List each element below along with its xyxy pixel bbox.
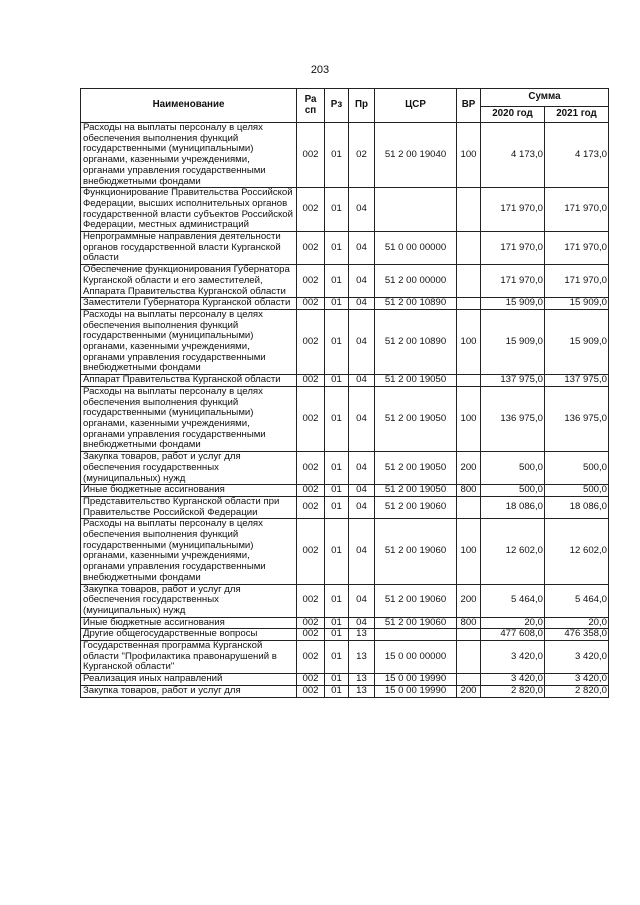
cell-name: Закупка товаров, работ и услуг для обеспечения государственных (муниципальных) нужд bbox=[81, 452, 297, 485]
cell-csr: 51 2 00 19060 bbox=[375, 496, 457, 518]
cell-sum-2021: 171 970,0 bbox=[545, 265, 609, 298]
cell-rasp: 002 bbox=[297, 188, 325, 232]
header-vr: ВР bbox=[457, 89, 481, 123]
cell-csr: 51 2 00 19060 bbox=[375, 617, 457, 629]
cell-vr bbox=[457, 674, 481, 686]
cell-pr: 13 bbox=[349, 629, 375, 641]
cell-vr: 100 bbox=[457, 519, 481, 584]
cell-sum-2020: 2 820,0 bbox=[481, 685, 545, 697]
cell-rasp: 002 bbox=[297, 617, 325, 629]
cell-sum-2020: 5 464,0 bbox=[481, 584, 545, 617]
cell-csr: 51 2 00 19050 bbox=[375, 452, 457, 485]
cell-sum-2021: 3 420,0 bbox=[545, 641, 609, 674]
header-sum: Сумма bbox=[481, 89, 609, 107]
cell-name: Функционирование Правительства Российской Федерации, высших исполнительных органов государственной власти субъектов Российской Федерации, местных администраций bbox=[81, 188, 297, 232]
table-row bbox=[81, 309, 609, 374]
cell-rz: 01 bbox=[325, 496, 349, 518]
cell-rz: 01 bbox=[325, 485, 349, 497]
cell-rasp: 002 bbox=[297, 232, 325, 265]
cell-rz: 01 bbox=[325, 685, 349, 697]
header-rz: Рз bbox=[325, 89, 349, 123]
cell-rasp: 002 bbox=[297, 641, 325, 674]
header-year-2021: 2021 год bbox=[545, 107, 609, 123]
cell-rz: 01 bbox=[325, 298, 349, 310]
cell-rasp: 002 bbox=[297, 674, 325, 686]
table-row bbox=[81, 265, 609, 298]
cell-sum-2021: 137 975,0 bbox=[545, 375, 609, 387]
table-row bbox=[81, 232, 609, 265]
cell-sum-2021: 476 358,0 bbox=[545, 629, 609, 641]
cell-vr bbox=[457, 232, 481, 265]
cell-name: Представительство Курганской области при Правительстве Российской Федерации bbox=[81, 496, 297, 518]
cell-sum-2020: 3 420,0 bbox=[481, 674, 545, 686]
header-pr: Пр bbox=[349, 89, 375, 123]
cell-rasp: 002 bbox=[297, 584, 325, 617]
cell-vr: 800 bbox=[457, 617, 481, 629]
cell-sum-2020: 20,0 bbox=[481, 617, 545, 629]
cell-sum-2020: 3 420,0 bbox=[481, 641, 545, 674]
cell-pr: 13 bbox=[349, 674, 375, 686]
cell-sum-2020: 137 975,0 bbox=[481, 375, 545, 387]
cell-name: Закупка товаров, работ и услуг для bbox=[81, 685, 297, 697]
cell-rz: 01 bbox=[325, 584, 349, 617]
cell-vr: 100 bbox=[457, 123, 481, 188]
cell-rz: 01 bbox=[325, 123, 349, 188]
budget-table-body bbox=[81, 123, 609, 698]
cell-vr: 100 bbox=[457, 309, 481, 374]
cell-sum-2021: 500,0 bbox=[545, 452, 609, 485]
cell-pr: 02 bbox=[349, 123, 375, 188]
table-row bbox=[81, 641, 609, 674]
cell-sum-2021: 171 970,0 bbox=[545, 232, 609, 265]
table-row bbox=[81, 617, 609, 629]
cell-rasp: 002 bbox=[297, 386, 325, 451]
cell-sum-2021: 171 970,0 bbox=[545, 188, 609, 232]
cell-csr: 15 0 00 19990 bbox=[375, 685, 457, 697]
cell-vr: 800 bbox=[457, 485, 481, 497]
cell-rasp: 002 bbox=[297, 496, 325, 518]
cell-name: Иные бюджетные ассигнования bbox=[81, 485, 297, 497]
header-year-2020: 2020 год bbox=[481, 107, 545, 123]
cell-sum-2021: 4 173,0 bbox=[545, 123, 609, 188]
cell-name: Обеспечение функционирования Губернатора Курганской области и его заместителей, Аппарата Правительства Курганской области bbox=[81, 265, 297, 298]
cell-name: Расходы на выплаты персоналу в целях обеспечения выполнения функций государственными (муниципальными) органами, казенными учреждениями, органами управления государственными внебюджетными фондами bbox=[81, 386, 297, 451]
cell-pr: 04 bbox=[349, 386, 375, 451]
cell-rasp: 002 bbox=[297, 265, 325, 298]
cell-vr bbox=[457, 629, 481, 641]
cell-sum-2021: 5 464,0 bbox=[545, 584, 609, 617]
cell-csr: 51 2 00 19050 bbox=[375, 485, 457, 497]
cell-vr: 200 bbox=[457, 584, 481, 617]
cell-rz: 01 bbox=[325, 309, 349, 374]
cell-csr: 51 2 00 19050 bbox=[375, 375, 457, 387]
cell-vr: 200 bbox=[457, 685, 481, 697]
cell-sum-2020: 500,0 bbox=[481, 485, 545, 497]
cell-name: Закупка товаров, работ и услуг для обеспечения государственных (муниципальных) нужд bbox=[81, 584, 297, 617]
cell-name: Реализация иных направлений bbox=[81, 674, 297, 686]
cell-csr: 15 0 00 00000 bbox=[375, 641, 457, 674]
cell-pr: 13 bbox=[349, 685, 375, 697]
cell-csr bbox=[375, 188, 457, 232]
cell-sum-2020: 15 909,0 bbox=[481, 298, 545, 310]
cell-rz: 01 bbox=[325, 386, 349, 451]
cell-rasp: 002 bbox=[297, 309, 325, 374]
cell-csr: 51 2 00 19050 bbox=[375, 386, 457, 451]
cell-sum-2021: 3 420,0 bbox=[545, 674, 609, 686]
cell-rasp: 002 bbox=[297, 485, 325, 497]
cell-csr: 51 2 00 19060 bbox=[375, 584, 457, 617]
cell-pr: 04 bbox=[349, 188, 375, 232]
cell-rz: 01 bbox=[325, 629, 349, 641]
cell-pr: 04 bbox=[349, 375, 375, 387]
cell-rz: 01 bbox=[325, 452, 349, 485]
budget-table bbox=[80, 88, 609, 698]
cell-rasp: 002 bbox=[297, 298, 325, 310]
cell-csr: 51 2 00 10890 bbox=[375, 309, 457, 374]
header-csr: ЦСР bbox=[375, 89, 457, 123]
cell-sum-2021: 2 820,0 bbox=[545, 685, 609, 697]
cell-sum-2020: 15 909,0 bbox=[481, 309, 545, 374]
cell-rz: 01 bbox=[325, 641, 349, 674]
cell-pr: 04 bbox=[349, 617, 375, 629]
cell-sum-2020: 477 608,0 bbox=[481, 629, 545, 641]
cell-name: Заместители Губернатора Курганской области bbox=[81, 298, 297, 310]
table-row bbox=[81, 386, 609, 451]
cell-name: Расходы на выплаты персоналу в целях обеспечения выполнения функций государственными (муниципальными) органами, казенными учреждениями, органами управления государственными внебюджетными фондами bbox=[81, 123, 297, 188]
cell-sum-2020: 136 975,0 bbox=[481, 386, 545, 451]
cell-sum-2020: 171 970,0 bbox=[481, 232, 545, 265]
cell-sum-2020: 171 970,0 bbox=[481, 265, 545, 298]
cell-rz: 01 bbox=[325, 375, 349, 387]
cell-rz: 01 bbox=[325, 188, 349, 232]
cell-csr: 51 0 00 00000 bbox=[375, 232, 457, 265]
cell-rz: 01 bbox=[325, 674, 349, 686]
cell-pr: 04 bbox=[349, 232, 375, 265]
cell-rasp: 002 bbox=[297, 452, 325, 485]
cell-pr: 04 bbox=[349, 519, 375, 584]
cell-vr: 100 bbox=[457, 386, 481, 451]
cell-pr: 04 bbox=[349, 298, 375, 310]
page-number: 203 bbox=[310, 64, 330, 76]
table-row bbox=[81, 188, 609, 232]
cell-name: Другие общегосударственные вопросы bbox=[81, 629, 297, 641]
cell-name: Государственная программа Курганской области "Профилактика правонарушений в Курганской области" bbox=[81, 641, 297, 674]
cell-sum-2021: 12 602,0 bbox=[545, 519, 609, 584]
cell-pr: 04 bbox=[349, 584, 375, 617]
header-rasp: Ра сп bbox=[297, 89, 325, 123]
cell-sum-2020: 4 173,0 bbox=[481, 123, 545, 188]
cell-sum-2021: 20,0 bbox=[545, 617, 609, 629]
cell-csr: 15 0 00 19990 bbox=[375, 674, 457, 686]
cell-rasp: 002 bbox=[297, 685, 325, 697]
cell-pr: 04 bbox=[349, 496, 375, 518]
cell-rz: 01 bbox=[325, 232, 349, 265]
table-row bbox=[81, 123, 609, 188]
cell-sum-2021: 18 086,0 bbox=[545, 496, 609, 518]
table-row bbox=[81, 375, 609, 387]
cell-sum-2020: 500,0 bbox=[481, 452, 545, 485]
cell-rasp: 002 bbox=[297, 123, 325, 188]
cell-name: Аппарат Правительства Курганской области bbox=[81, 375, 297, 387]
cell-sum-2020: 18 086,0 bbox=[481, 496, 545, 518]
cell-pr: 04 bbox=[349, 485, 375, 497]
cell-sum-2021: 15 909,0 bbox=[545, 298, 609, 310]
cell-vr bbox=[457, 496, 481, 518]
cell-rasp: 002 bbox=[297, 519, 325, 584]
cell-sum-2021: 136 975,0 bbox=[545, 386, 609, 451]
cell-sum-2021: 15 909,0 bbox=[545, 309, 609, 374]
table-row bbox=[81, 485, 609, 497]
cell-sum-2021: 500,0 bbox=[545, 485, 609, 497]
cell-vr bbox=[457, 265, 481, 298]
cell-sum-2020: 12 602,0 bbox=[481, 519, 545, 584]
cell-pr: 04 bbox=[349, 309, 375, 374]
cell-vr bbox=[457, 641, 481, 674]
cell-vr bbox=[457, 188, 481, 232]
cell-vr bbox=[457, 298, 481, 310]
cell-sum-2020: 171 970,0 bbox=[481, 188, 545, 232]
cell-rz: 01 bbox=[325, 617, 349, 629]
table-row bbox=[81, 629, 609, 641]
cell-vr: 200 bbox=[457, 452, 481, 485]
cell-vr bbox=[457, 375, 481, 387]
table-row bbox=[81, 298, 609, 310]
cell-csr: 51 2 00 19060 bbox=[375, 519, 457, 584]
cell-rz: 01 bbox=[325, 519, 349, 584]
table-row bbox=[81, 584, 609, 617]
cell-pr: 13 bbox=[349, 641, 375, 674]
cell-name: Расходы на выплаты персоналу в целях обеспечения выполнения функций государственными (муниципальными) органами, казенными учреждениями, органами управления государственными внебюджетными фондами bbox=[81, 519, 297, 584]
table-row bbox=[81, 452, 609, 485]
cell-name: Непрограммные направления деятельности органов государственной власти Курганской области bbox=[81, 232, 297, 265]
cell-name: Расходы на выплаты персоналу в целях обеспечения выполнения функций государственными (муниципальными) органами, казенными учреждениями, органами управления государственными внебюджетными фондами bbox=[81, 309, 297, 374]
cell-csr: 51 2 00 19040 bbox=[375, 123, 457, 188]
cell-csr: 51 2 00 00000 bbox=[375, 265, 457, 298]
cell-pr: 04 bbox=[349, 265, 375, 298]
cell-rasp: 002 bbox=[297, 629, 325, 641]
cell-name: Иные бюджетные ассигнования bbox=[81, 617, 297, 629]
header-name: Наименование bbox=[81, 89, 297, 123]
cell-pr: 04 bbox=[349, 452, 375, 485]
cell-rz: 01 bbox=[325, 265, 349, 298]
table-row bbox=[81, 674, 609, 686]
cell-rasp: 002 bbox=[297, 375, 325, 387]
table-row bbox=[81, 519, 609, 584]
cell-csr: 51 2 00 10890 bbox=[375, 298, 457, 310]
table-row bbox=[81, 496, 609, 518]
table-row bbox=[81, 685, 609, 697]
cell-csr bbox=[375, 629, 457, 641]
